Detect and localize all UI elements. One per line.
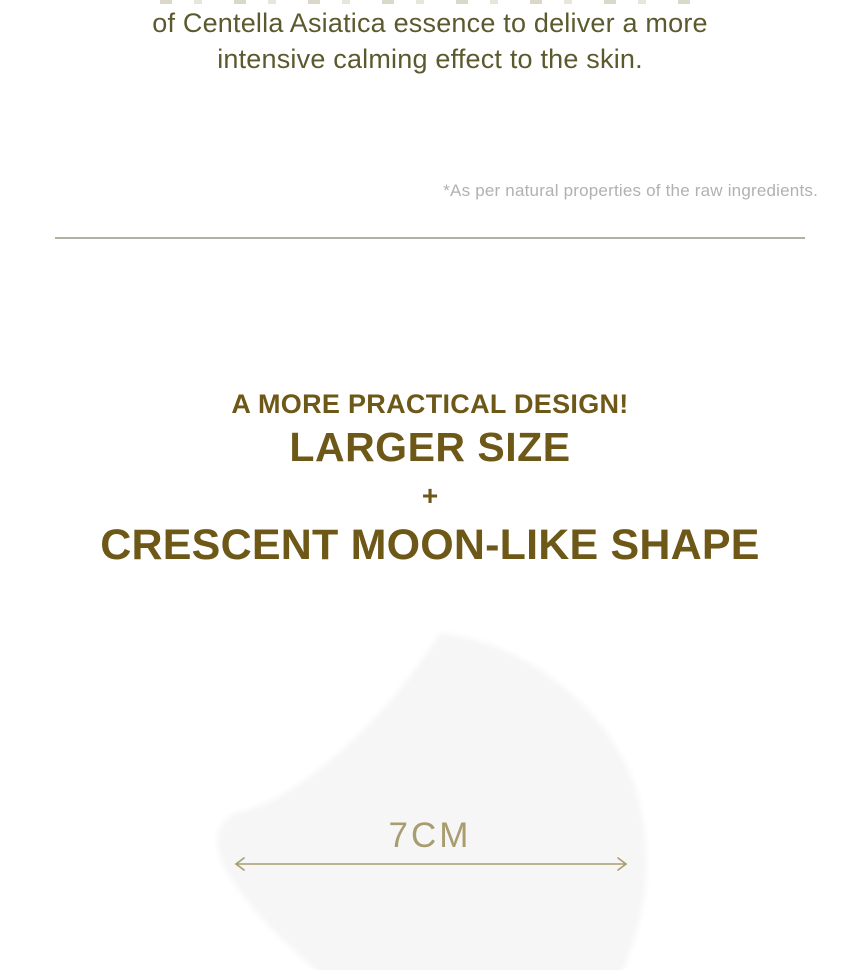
crescent-patch-shape bbox=[195, 620, 665, 970]
clipped-text-remnants bbox=[160, 0, 705, 4]
larger-size-heading: LARGER SIZE bbox=[289, 424, 571, 470]
intro-text-line-1: of Centella Asiatica essence to deliver a more bbox=[152, 8, 708, 38]
crescent-shape-heading: CRESCENT MOON-LIKE SHAPE bbox=[100, 521, 760, 569]
intro-text-line-2: intensive calming effect to the skin. bbox=[217, 44, 643, 74]
section-divider bbox=[55, 237, 805, 239]
plus-sign: + bbox=[421, 480, 439, 511]
patch-width-label: 7CM bbox=[388, 816, 472, 855]
ingredients-footnote: *As per natural properties of the raw ingredients. bbox=[443, 181, 818, 200]
design-kicker-heading: A MORE PRACTICAL DESIGN! bbox=[231, 389, 629, 419]
measurement-arrow bbox=[233, 856, 629, 872]
